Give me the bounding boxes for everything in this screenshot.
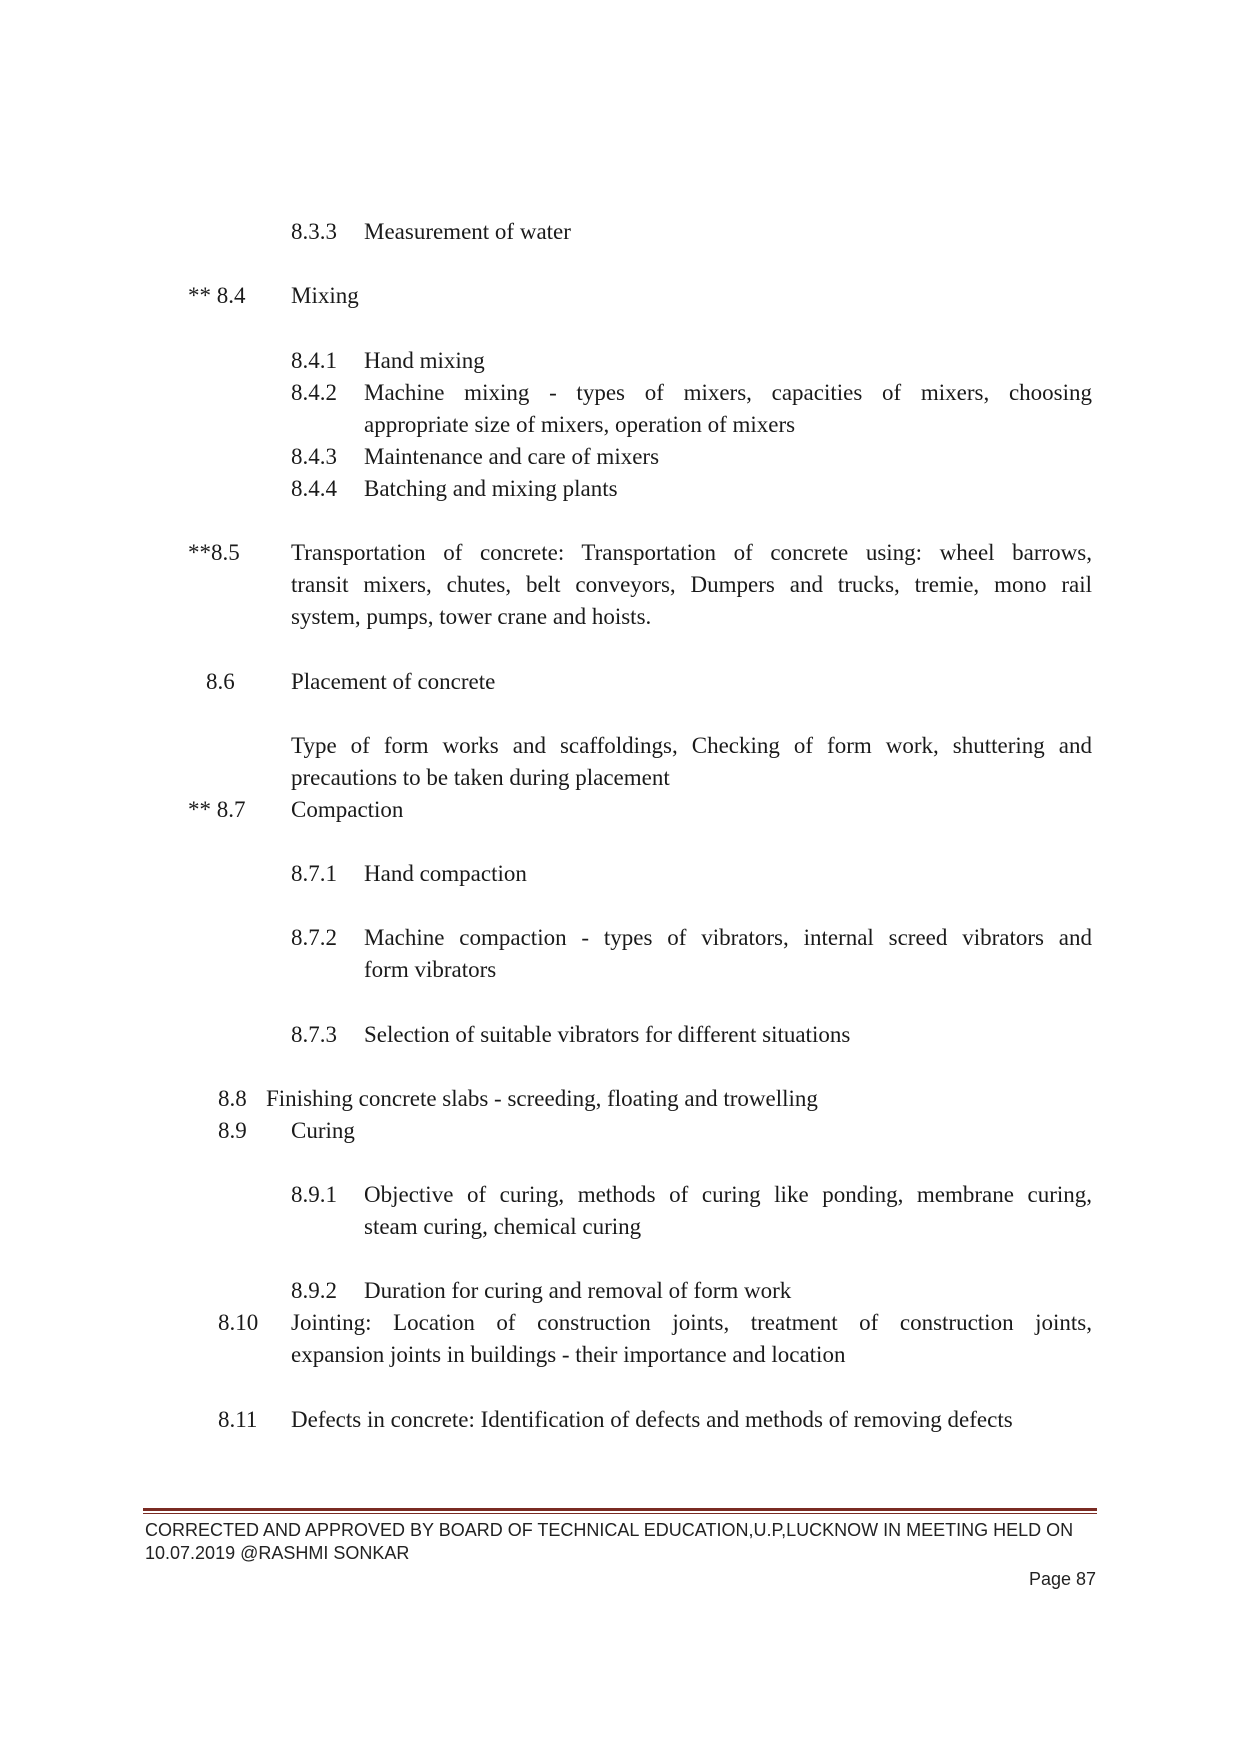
item-number: 8.3.3 [291,219,337,244]
section-text-continuation: system, pumps, tower crane and hoists. [291,604,652,629]
section-text-continuation: expansion joints in buildings - their importance and location [291,1342,846,1367]
section-number: ** 8.4 [188,283,246,308]
item-text: Hand mixing [364,348,485,373]
item-text: Duration for curing and removal of form work [364,1278,792,1303]
section-title: Mixing [291,283,359,308]
section-number: 8.8 [218,1086,247,1111]
item-text-continuation: form vibrators [364,957,497,982]
item-number: 8.4.3 [291,444,337,469]
section-text-justified: transit mixers, chutes, belt conveyors, Dumpers and trucks, tremie, mono rail [291,572,1092,597]
section-title: Defects in concrete: Identification of defects and methods of removing defects [291,1407,1013,1432]
item-text: Measurement of water [364,219,571,244]
section-title: Placement of concrete [291,669,496,694]
item-text-continuation: steam curing, chemical curing [364,1214,642,1239]
section-number: 8.10 [218,1310,259,1335]
section-text-justified: Transportation of concrete: Transportation of concrete using: wheel barrows, [291,540,1092,565]
item-number: 8.4.2 [291,380,337,405]
item-text-justified: Objective of curing, methods of curing like ponding, membrane curing, [364,1182,1092,1207]
section-number: 8.9 [218,1118,247,1143]
paragraph-continuation: precautions to be taken during placement [291,765,670,790]
section-number: 8.11 [218,1407,258,1432]
item-number: 8.7.1 [291,861,337,886]
item-number: 8.4.4 [291,476,337,501]
footer-divider [143,1508,1097,1511]
item-text-continuation: appropriate size of mixers, operation of mixers [364,412,796,437]
item-number: 8.7.3 [291,1022,337,1047]
item-text-justified: Machine mixing - types of mixers, capacities of mixers, choosing [364,380,1092,405]
section-title: Finishing concrete slabs - screeding, floating and trowelling [266,1086,818,1111]
section-title: Compaction [291,797,404,822]
item-text: Batching and mixing plants [364,476,618,501]
item-number: 8.9.1 [291,1182,337,1207]
item-text-justified: Machine compaction - types of vibrators, internal screed vibrators and [364,925,1092,950]
footer-divider-thin [143,1513,1097,1514]
item-text: Selection of suitable vibrators for different situations [364,1022,851,1047]
item-text: Hand compaction [364,861,527,886]
item-text: Maintenance and care of mixers [364,444,660,469]
section-number: ** 8.7 [188,797,246,822]
item-number: 8.7.2 [291,925,337,950]
page-number: Page 87 [1028,1569,1096,1589]
section-number: 8.6 [206,669,235,694]
footer-approval-line: CORRECTED AND APPROVED BY BOARD OF TECHNICAL EDUCATION,U.P,LUCKNOW IN MEETING HELD ON [145,1520,1074,1540]
section-number: **8.5 [188,540,240,565]
item-number: 8.4.1 [291,348,337,373]
paragraph-justified: Type of form works and scaffoldings, Checking of form work, shuttering and [291,733,1092,758]
section-title: Curing [291,1118,355,1143]
section-text-justified: Jointing: Location of construction joints, treatment of construction joints, [291,1310,1092,1335]
footer-author-line: 10.07.2019 @RASHMI SONKAR [145,1543,410,1563]
item-number: 8.9.2 [291,1278,337,1303]
